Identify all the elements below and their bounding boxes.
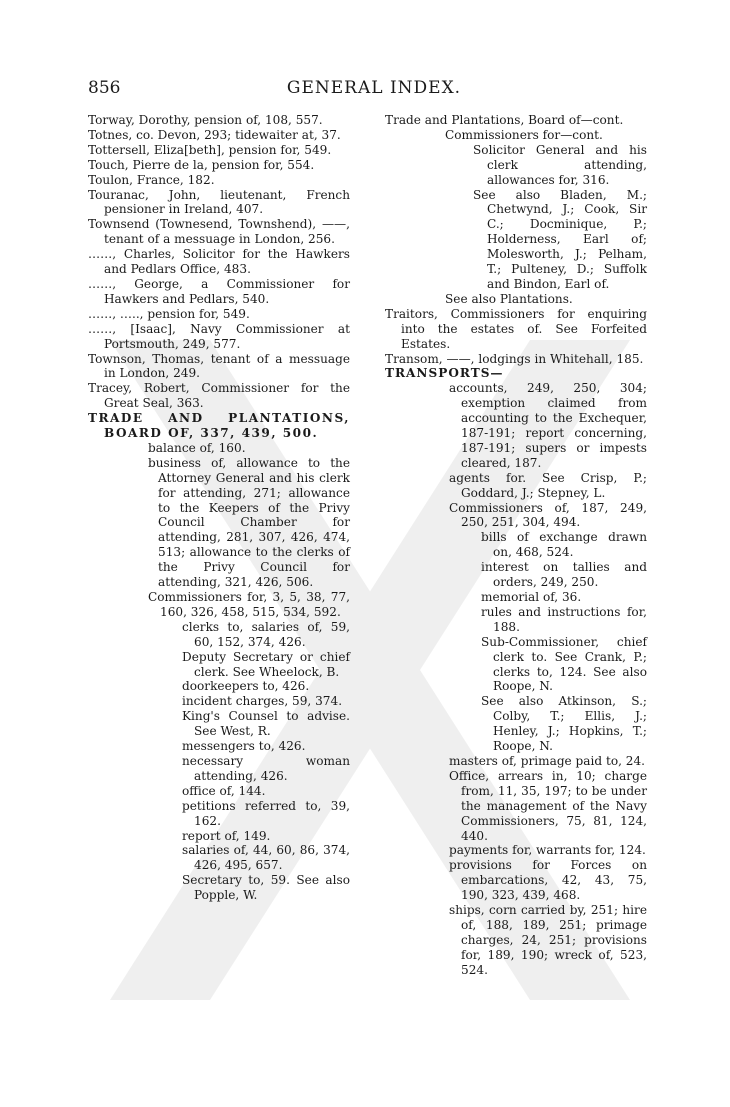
index-subentry: agents for. See Crisp, P.; Goddard, J.; Stepney, L.	[449, 470, 647, 500]
index-entry: Townsend (Townesend, Townshend), ——, tenant of a messuage in London, 256.	[88, 217, 350, 247]
index-subsubentry: necessary woman attending, 426.	[182, 753, 350, 783]
index-subsubentry: rules and instructions for, 188.	[481, 604, 647, 634]
index-entry: Tottersell, Eliza[beth], pension for, 549.	[88, 142, 332, 157]
index-entry: Trade and Plantations, Board of—cont.	[385, 113, 624, 127]
index-subsubentry: clerks to, salaries of, 59, 60, 152, 374, 426.	[182, 619, 350, 649]
index-subsubentry: bills of exchange drawn on, 468, 524.	[481, 530, 647, 560]
index-entry: ……, George, a Commissioner for Hawkers and Pedlars, 540.	[88, 276, 350, 306]
index-subsubentry: Secretary to, 59. See also Popple, W.	[182, 873, 350, 903]
index-subentry: provisions for Forces on embarcations, 42, 43, 75, 190, 323, 439, 468.	[449, 858, 647, 903]
index-subsubentry: Deputy Secretary or chief clerk. See Wheelock, B.	[182, 649, 350, 679]
index-subsubentry: See also Bladen, M.; Chetwynd, J.; Cook, Sir C.; Docminique, P.; Holderness, Earl of; Molesworth, J.; Pelham, T.; Pulteney, D.; Suffolk and Bindon, Earl of.	[473, 187, 647, 291]
index-entry: Tracey, Robert, Commissioner for the Great Seal, 363.	[88, 381, 350, 411]
index-subsubentry: interest on tallies and orders, 249, 250.	[481, 560, 647, 590]
index-subsubentry: Sub-Commissioner, chief clerk to. See Crank, P.; clerks to, 124. See also Roope, N.	[481, 634, 647, 694]
index-subsubentry: See also Atkinson, S.; Colby, T.; Ellis, J.; Henley, J.; Hopkins, T.; Roope, N.	[481, 694, 647, 754]
index-subsubentry: Solicitor General and his clerk attending, allowances for, 316.	[473, 142, 647, 187]
index-entry: Traitors, Commissioners for enquiring into the estates of. See Forfeited Estates.	[385, 306, 647, 351]
index-entry: Touranac, John, lieutenant, French pensioner in Ireland, 407.	[88, 187, 350, 217]
index-entry: ……, Charles, Solicitor for the Hawkers and Pedlars Office, 483.	[88, 247, 350, 277]
index-entry: ……, ….., pension for, 549.	[88, 306, 250, 321]
index-heading: TRADE AND PLANTATIONS, BOARD OF, 337, 439, 500.	[88, 411, 350, 441]
index-subentry: Commissioners for—cont.	[445, 127, 603, 142]
index-subentry: accounts, 249, 250, 304; exemption claimed from accounting to the Exchequer, 187-191; report concerning, 187-191; supers or impests cleared, 187.	[449, 381, 647, 470]
index-subentry: Commissioners of, 187, 249, 250, 251, 304, 494.	[449, 500, 647, 530]
index-subsubentry: incident charges, 59, 374.	[182, 694, 343, 709]
index-subsubentry: report of, 149.	[182, 828, 271, 843]
index-subsubentry: petitions referred to, 39, 162.	[182, 798, 350, 828]
index-subentry: See also Plantations.	[445, 291, 573, 306]
index-subentry: balance of, 160.	[148, 440, 246, 455]
index-entry: Torway, Dorothy, pension of, 108, 557.	[88, 113, 323, 127]
page-header	[88, 78, 660, 102]
index-subsubentry: King's Counsel to advise. See West, R.	[182, 709, 350, 739]
page-number: 856	[88, 78, 121, 98]
index-subsubentry: salaries of, 44, 60, 86, 374, 426, 495, 657.	[182, 843, 350, 873]
index-subentry: masters of, primage paid to, 24.	[449, 753, 646, 768]
index-entry: Totnes, co. Devon, 293; tidewaiter at, 37.	[88, 127, 341, 142]
index-entry: Toulon, France, 182.	[88, 172, 215, 187]
index-subentry: Commissioners for, 3, 5, 38, 77, 160, 326, 458, 515, 534, 592.	[148, 590, 350, 619]
index-entry: Townson, Thomas, tenant of a messuage in London, 249.	[88, 351, 350, 381]
index-subentry: payments for, warrants for, 124.	[449, 843, 646, 858]
index-subsubentry: memorial of, 36.	[481, 590, 582, 604]
index-entry: Transom, ——, lodgings in Whitehall, 185.	[385, 351, 644, 366]
index-subsubentry: office of, 144.	[182, 783, 266, 798]
index-entry: Touch, Pierre de la, pension for, 554.	[88, 157, 315, 172]
index-subentry: Office, arrears in, 10; charge from, 11, 35, 197; to be under the management of the Navy Commissioners, 75, 81, 124, 440.	[449, 768, 647, 843]
index-entry: ……, [Isaac], Navy Commissioner at Portsmouth, 249, 577.	[88, 321, 350, 351]
page-title: GENERAL INDEX.	[286, 78, 462, 98]
index-subentry: ships, corn carried by, 251; hire of, 188, 189, 251; primage charges, 24, 251; provisions for, 189, 190; wreck of, 523, 524.	[449, 903, 647, 977]
index-heading: TRANSPORTS—	[385, 366, 504, 381]
index-subentry: business of, allowance to the Attorney General and his clerk for attending, 271; allowance to the Keepers of the Privy Council Chamber for attending, 281, 307, 426, 474, 513; allowance to the clerks of the Privy Council for attending, 321, 426, 506.	[148, 455, 350, 590]
index-subsubentry: messengers to, 426.	[182, 739, 306, 754]
right-column	[385, 113, 647, 978]
left-column	[88, 113, 350, 903]
index-subsubentry: doorkeepers to, 426.	[182, 679, 310, 694]
